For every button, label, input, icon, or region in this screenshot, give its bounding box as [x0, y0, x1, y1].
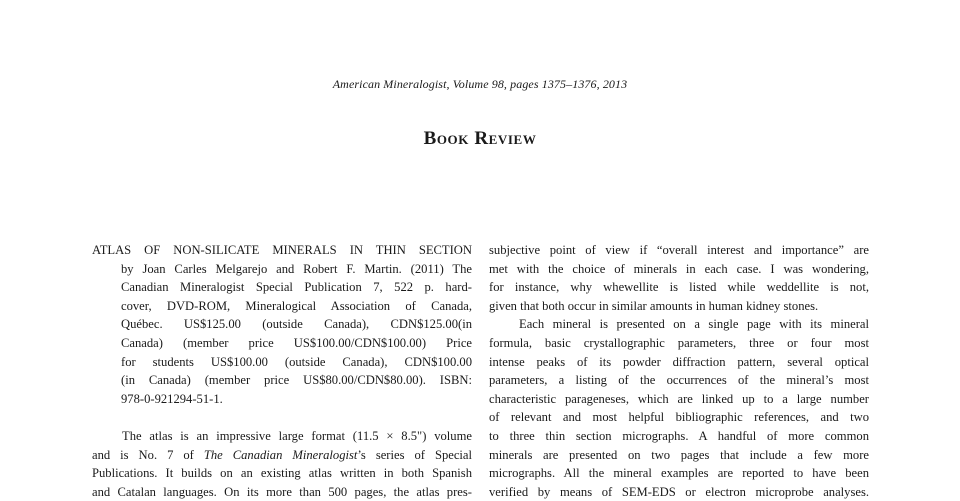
paragraph-line: formula, basic crystallographic parameters, three or four most: [489, 335, 869, 350]
paragraph-line: met with the choice of minerals in each case. I was wondering,: [489, 261, 869, 276]
citation-line: by Joan Carles Melgarejo and Robert F. Martin. (2011) The: [121, 261, 472, 276]
section-title: Book Review: [423, 128, 537, 149]
paragraph-line: minerals are presented on two pages that include a few more: [489, 447, 869, 462]
citation-line: (in Canada) (member price US$80.00/CDN$80.00). ISBN:: [121, 373, 472, 388]
paragraph-line: The atlas is an impressive large format (11.5 × 8.5") volume: [122, 428, 472, 443]
paragraph-line: verified by means of SEM-EDS or electron microprobe analyses.: [489, 484, 869, 499]
paragraph-text: and is No. 7 of: [92, 447, 204, 462]
citation-line: ATLAS OF NON-SILICATE MINERALS IN THIN SECTION: [92, 243, 472, 257]
paragraph-line: characteristic parageneses, which are linked up to a large number: [489, 391, 869, 406]
paragraph-line: for instance, why whewellite is listed while weddellite is not,: [489, 280, 869, 295]
citation-line: Québec. US$125.00 (outside Canada), CDN$125.00(in: [121, 317, 472, 332]
citation-line: cover, DVD-ROM, Mineralogical Association of Canada,: [121, 298, 472, 313]
citation-line: for students US$100.00 (outside Canada), CDN$100.00: [121, 354, 472, 369]
paragraph-line: intense peaks of its powder diffraction pattern, several optical: [489, 354, 869, 369]
paragraph-text: ’s series of Special: [357, 447, 473, 462]
paragraph-line: micrographs. All the mineral examples are reported to have been: [489, 466, 869, 481]
paragraph-line: Publications. It builds on an existing atlas written in both Spanish: [92, 466, 472, 481]
paragraph-line: parameters, a listing of the occurrences of the mineral’s most: [489, 373, 869, 388]
paragraph-line: subjective point of view if “overall interest and importance” are: [489, 243, 869, 257]
paragraph-line: and Catalan languages. On its more than 500 pages, the atlas pres-: [92, 484, 472, 499]
left-column: [92, 241, 472, 501]
paragraph-line: to three thin section micrographs. A handful of more common: [489, 428, 869, 443]
paragraph-line: [92, 446, 472, 465]
citation-line: Canada) (member price US$100.00/CDN$100.00) Price: [121, 335, 472, 350]
journal-citation: American Mineralogist, Volume 98, pages 1375–1376, 2013: [332, 77, 628, 91]
journal-name: The Canadian Mineralogist: [203, 447, 358, 462]
right-column: [489, 241, 869, 501]
citation-line: 978-0-921294-51-1.: [121, 391, 223, 406]
paragraph-line: given that both occur in similar amounts in human kidney stones.: [489, 298, 819, 313]
paragraph-line: Each mineral is presented on a single page with its mineral: [519, 317, 869, 332]
paragraph-line: of relevant and most helpful bibliographic references, and two: [489, 410, 869, 425]
citation-line: Canadian Mineralogist Special Publication 7, 522 p. hard-: [121, 280, 472, 295]
